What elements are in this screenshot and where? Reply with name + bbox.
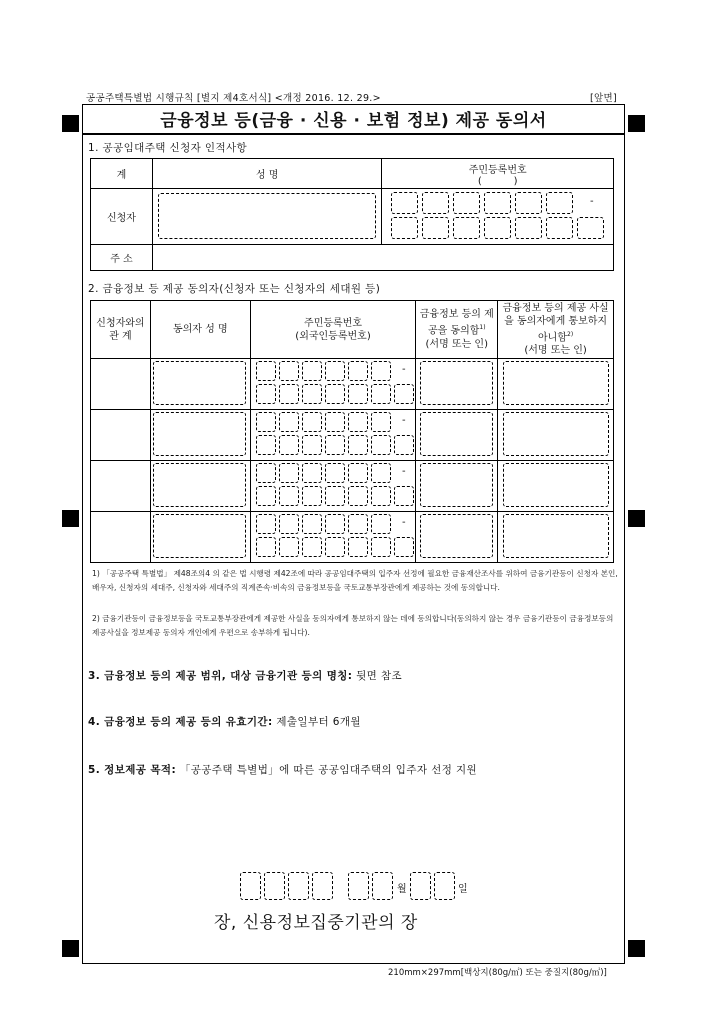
id-separator: - (402, 364, 406, 375)
id-digit-box[interactable] (256, 514, 276, 534)
provide-signature-field[interactable] (420, 361, 493, 405)
registration-mark (62, 510, 79, 527)
applicant-name-field[interactable] (158, 193, 376, 239)
id-digit-box[interactable] (279, 463, 299, 483)
id-separator: - (402, 517, 406, 528)
id-digit-box[interactable] (302, 412, 322, 432)
id-digit-box[interactable] (348, 486, 368, 506)
id-digit-box[interactable] (371, 412, 391, 432)
provide-signature-field[interactable] (420, 412, 493, 456)
id-digit-box[interactable] (453, 192, 480, 214)
notify-signature-field[interactable] (503, 514, 609, 558)
id-digit-box[interactable] (348, 384, 368, 404)
id-digit-box[interactable] (391, 217, 418, 239)
col-agree-provide-sub: (서명 또는 인) (425, 338, 488, 350)
id-digit-box[interactable] (302, 361, 322, 381)
note-1: 1) 「공공주택 특별법」 제48조의4 의 같은 법 시행령 제42조에 따라 공공임대주택의 입주자 선정에 필요한 금융재산조사를 위하여 금융기관등이 신청자 본인, 배우자, 신청자의 세대주, 신청자와 세대주의 직계존속·비속의 금융정보등을 국토교통부장관에게 제공하는 것에 동의합니다. (92, 569, 618, 592)
section3 (88, 668, 402, 683)
section4-label: 4. 금융정보 등의 제공 등의 유효기간: (88, 716, 273, 728)
row-applicant: 신청자 (91, 189, 153, 245)
col-id-label: 주민등록번호 (468, 164, 527, 176)
id-digit-box[interactable] (302, 463, 322, 483)
section2-heading: 2. 금융정보 등 제공 동의자(신청자 또는 신청자의 세대원 등) (88, 283, 381, 295)
id-digit-box[interactable] (325, 514, 345, 534)
section5-value: 「공공주택 특별법」에 따른 공공임대주택의 입주자 선정 지원 (179, 764, 478, 776)
id-digit-box[interactable] (394, 435, 414, 455)
relation-cell[interactable] (91, 461, 151, 512)
col-id-paren: ( ) (477, 175, 518, 187)
id-digit-box[interactable] (348, 361, 368, 381)
registration-mark (628, 510, 645, 527)
month-label: 월 (397, 884, 407, 895)
relation-cell[interactable] (91, 359, 151, 410)
day-digit-box[interactable] (434, 872, 455, 900)
id-digit-box[interactable] (348, 435, 368, 455)
page-side-label: [앞면] (590, 93, 617, 104)
relation-cell[interactable] (91, 512, 151, 563)
id-digit-box[interactable] (348, 514, 368, 534)
id-digit-box[interactable] (348, 537, 368, 557)
section3-label: 3. 금융정보 등의 제공 범위, 대상 금융기관 등의 명칭: (88, 670, 353, 682)
id-digit-box[interactable] (371, 435, 391, 455)
section4-value: 제출일부터 6개월 (276, 716, 361, 728)
section5-label: 5. 정보제공 목적: (88, 764, 177, 776)
id-digit-box[interactable] (422, 192, 449, 214)
registration-mark (628, 940, 645, 957)
col-category: 계 (91, 159, 153, 189)
id-digit-box[interactable] (515, 217, 542, 239)
id-digit-box[interactable] (371, 463, 391, 483)
section5 (88, 762, 477, 777)
address-cell[interactable] (152, 245, 613, 271)
year-digit-box[interactable] (240, 872, 261, 900)
id-digit-box[interactable] (279, 361, 299, 381)
year-digit-box[interactable] (312, 872, 333, 900)
registration-mark (62, 940, 79, 957)
footnote-ref-1: 1) (479, 324, 486, 332)
id-digit-box[interactable] (325, 537, 345, 557)
id-digit-box[interactable] (391, 192, 418, 214)
id-digit-box[interactable] (302, 514, 322, 534)
title-underline (82, 133, 625, 135)
id-digit-box[interactable] (546, 192, 573, 214)
year-digit-box[interactable] (288, 872, 309, 900)
section1-heading: 1. 공공임대주택 신청자 인적사항 (88, 142, 248, 154)
col-agree-provide (416, 301, 498, 359)
consenter-name-field[interactable] (153, 412, 246, 456)
id-digit-box[interactable] (302, 537, 322, 557)
id-digit-box[interactable] (348, 412, 368, 432)
col-consenter-id-sub: (외국인등록번호) (295, 330, 371, 342)
col-id (382, 159, 614, 189)
id-digit-box[interactable] (279, 486, 299, 506)
id-digit-box[interactable] (302, 384, 322, 404)
id-digit-box[interactable] (256, 537, 276, 557)
id-digit-box[interactable] (279, 435, 299, 455)
id-digit-box[interactable] (371, 384, 391, 404)
consenter-name-field[interactable] (153, 361, 246, 405)
id-digit-box[interactable] (394, 486, 414, 506)
id-digit-box[interactable] (515, 192, 542, 214)
id-digit-box[interactable] (453, 217, 480, 239)
col-agree-notify-sub: (서명 또는 인) (524, 345, 587, 357)
section3-value: 뒷면 참조 (356, 670, 403, 682)
id-separator: - (590, 196, 594, 207)
id-digit-box[interactable] (546, 217, 573, 239)
notify-signature-field[interactable] (503, 361, 609, 405)
id-digit-box[interactable] (302, 486, 322, 506)
col-agree-notify-label: 금융정보 등의 제공 사실을 동의자에게 통보하지 아니함 (502, 302, 609, 344)
id-digit-box[interactable] (348, 463, 368, 483)
id-digit-box[interactable] (325, 384, 345, 404)
recipient-line: 장, 신용정보집중기관의 장 (214, 913, 418, 933)
form-title: 금융정보 등(금융 · 신용 · 보험 정보) 제공 동의서 (160, 111, 547, 131)
day-digit-box[interactable] (410, 872, 431, 900)
id-digit-box[interactable] (256, 486, 276, 506)
id-digit-box[interactable] (279, 537, 299, 557)
id-digit-box[interactable] (325, 435, 345, 455)
registration-mark (62, 115, 79, 132)
id-digit-box[interactable] (279, 514, 299, 534)
year-digit-box[interactable] (264, 872, 285, 900)
paper-spec: 210mm×297mm[백상지(80g/㎡) 또는 중질지(80g/㎡)] (388, 968, 607, 978)
provide-signature-field[interactable] (420, 514, 493, 558)
id-digit-box[interactable] (422, 217, 449, 239)
col-name: 성 명 (152, 159, 382, 189)
id-digit-box[interactable] (279, 384, 299, 404)
id-digit-box[interactable] (256, 463, 276, 483)
row-address: 주 소 (91, 245, 153, 271)
id-digit-box[interactable] (371, 361, 391, 381)
id-digit-box[interactable] (371, 486, 391, 506)
section4 (88, 714, 361, 729)
id-digit-box[interactable] (484, 217, 511, 239)
consenter-name-field[interactable] (153, 463, 246, 507)
id-digit-box[interactable] (279, 412, 299, 432)
provide-signature-field[interactable] (420, 463, 493, 507)
id-digit-box[interactable] (302, 435, 322, 455)
registration-mark (628, 115, 645, 132)
id-digit-box[interactable] (256, 435, 276, 455)
col-consenter-id-label: 주민등록번호 (304, 317, 362, 329)
col-agree-provide-label: 금융정보 등의 제공을 동의함 (419, 309, 494, 337)
notify-signature-field[interactable] (503, 412, 609, 456)
id-digit-box[interactable] (371, 514, 391, 534)
id-digit-box[interactable] (256, 384, 276, 404)
month-digit-box[interactable] (372, 872, 393, 900)
id-separator: - (402, 415, 406, 426)
relation-cell[interactable] (91, 410, 151, 461)
id-digit-box[interactable] (325, 361, 345, 381)
id-separator: - (402, 466, 406, 477)
id-digit-box[interactable] (577, 217, 604, 239)
id-digit-box[interactable] (325, 486, 345, 506)
note-2: 2) 금융기관등이 금융정보등을 국토교통부장관에게 제공한 사실을 동의자에게 통보하지 않는 데에 동의합니다(동의하지 않는 경우 금융기관등이 금융정보등의 제공사실을 정보제공 동의자 개인에게 우편으로 송부하게 됩니다). (92, 614, 614, 637)
id-digit-box[interactable] (256, 361, 276, 381)
id-digit-box[interactable] (256, 412, 276, 432)
id-digit-box[interactable] (325, 463, 345, 483)
footnote-ref-2: 2) (567, 330, 574, 338)
day-label: 일 (458, 884, 468, 895)
col-relation: 신청자와의 관 계 (91, 301, 151, 359)
id-digit-box[interactable] (371, 537, 391, 557)
consenter-name-field[interactable] (153, 514, 246, 558)
id-digit-box[interactable] (394, 537, 414, 557)
col-consenter-id (250, 301, 416, 359)
id-digit-box[interactable] (325, 412, 345, 432)
law-reference: 공공주택특별법 시행규칙 [별지 제4호서식] <개정 2016. 12. 29.> (86, 93, 381, 104)
col-consenter: 동의자 성 명 (150, 301, 250, 359)
id-digit-box[interactable] (394, 384, 414, 404)
id-digit-box[interactable] (484, 192, 511, 214)
month-digit-box[interactable] (348, 872, 369, 900)
col-agree-notify (498, 301, 614, 359)
notify-signature-field[interactable] (503, 463, 609, 507)
